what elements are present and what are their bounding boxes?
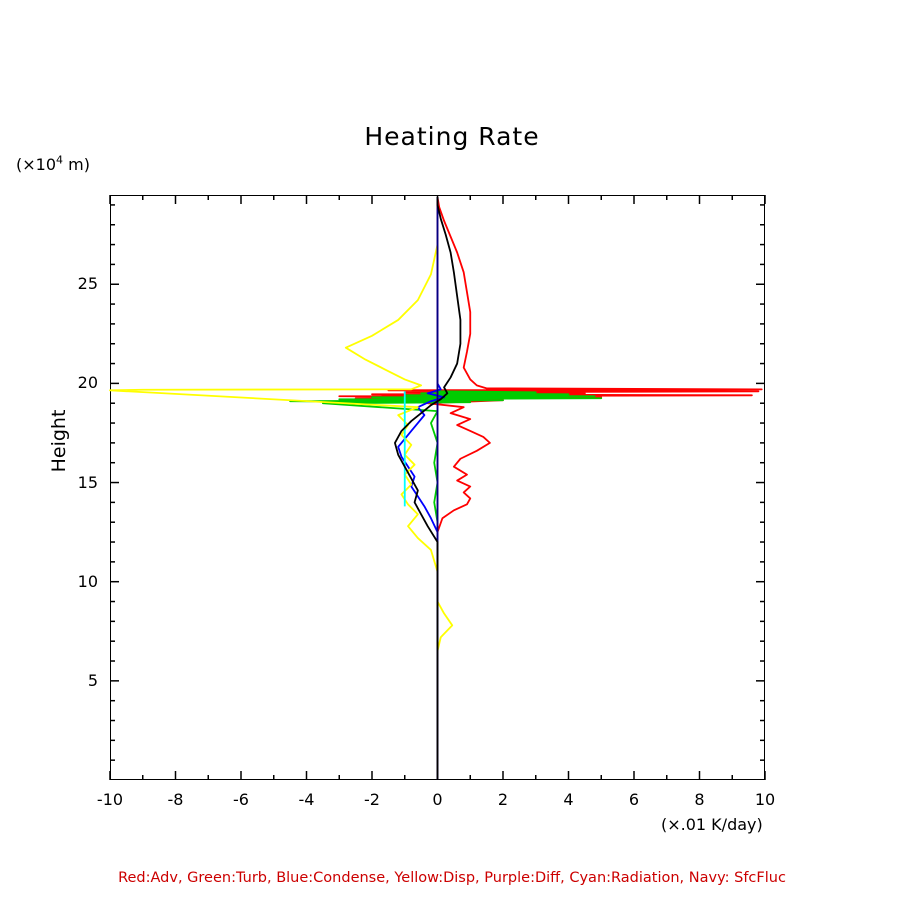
plot-area xyxy=(110,195,765,780)
chart-title: Heating Rate xyxy=(364,122,540,151)
x-tick-label: -4 xyxy=(298,790,315,809)
y-axis-title: Height xyxy=(48,409,70,473)
x-tick-label: 6 xyxy=(628,790,640,809)
x-axis-unit-label: (×.01 K/day) xyxy=(661,815,763,834)
x-tick-label: -6 xyxy=(233,790,249,809)
y-tick-label: 20 xyxy=(77,373,98,393)
y-tick-label: 15 xyxy=(77,472,98,492)
x-tick-label: -8 xyxy=(167,790,184,809)
y-tick-label: 25 xyxy=(77,274,98,294)
legend-caption: Red:Adv, Green:Turb, Blue:Condense, Yellow:Disp, Purple:Diff, Cyan:Radiation, Navy: SfcFluc xyxy=(118,870,786,886)
y-axis-unit-label: ($\times 10^4$ m) xyxy=(16,154,90,175)
y-tick-label: 5 xyxy=(87,670,98,690)
x-tick-label: -10 xyxy=(96,790,124,809)
x-tick-label: 0 xyxy=(432,790,443,809)
x-tick-label: 2 xyxy=(497,790,509,809)
x-tick-label: 8 xyxy=(694,790,705,809)
x-tick-label: 10 xyxy=(754,790,776,809)
y-tick-label: 10 xyxy=(77,571,98,591)
x-tick-label: 4 xyxy=(563,790,574,809)
x-tick-label: -2 xyxy=(364,790,380,809)
